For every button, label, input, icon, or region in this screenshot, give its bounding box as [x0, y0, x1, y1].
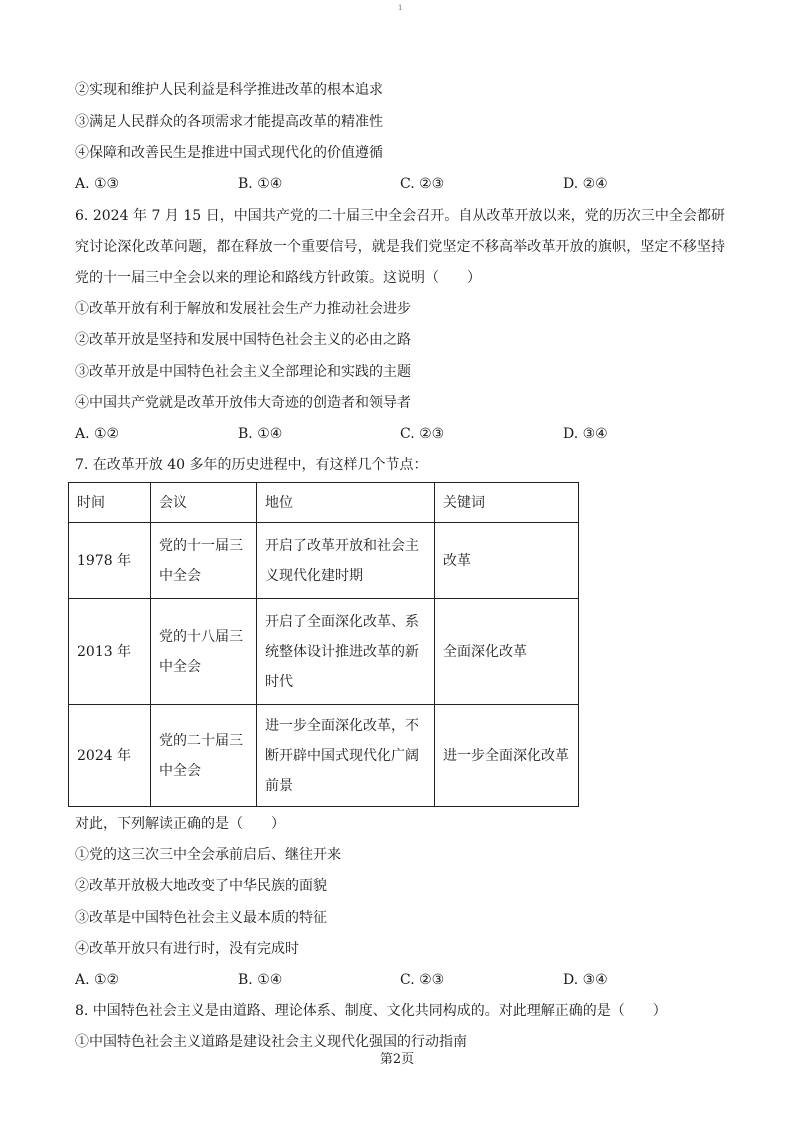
table-header-status: 地位 [257, 483, 435, 523]
q7-nodes-table [68, 482, 579, 807]
q7-option-b: B. ①④ [238, 972, 283, 988]
table-row [69, 599, 579, 705]
table-row [69, 705, 579, 807]
table-cell-keyword: 进一步全面深化改革 [435, 705, 579, 807]
table-cell-status: 开启了改革开放和社会主义现代化建时期 [257, 523, 435, 599]
q5-option-d: D. ②④ [563, 176, 608, 192]
q6-statement-4: ④中国共产党就是改革开放伟大奇迹的创造者和领导者 [75, 395, 411, 411]
q6-option-c: C. ②③ [400, 426, 445, 442]
table-header-time: 时间 [69, 483, 151, 523]
table-header-meeting: 会议 [151, 483, 257, 523]
q6-option-a: A. ①② [75, 426, 120, 442]
q7-stem: 7. 在改革开放 40 多年的历史进程中，有这样几个节点： [75, 457, 428, 473]
q5-statement-3: ③满足人民群众的各项需求才能提高改革的精准性 [75, 114, 383, 130]
table-header-row [69, 483, 579, 523]
table-cell-status: 进一步全面深化改革，不断开辟中国式现代化广阔前景 [257, 705, 435, 807]
q5-statement-2: ②实现和维护人民利益是科学推进改革的根本追求 [75, 82, 383, 98]
q6-stem: 6. 2024 年 7 月 15 日，中国共产党的二十届三中全会召开。自从改革开放以来，党的历次三中全会都研究讨论深化改革问题，都在释放一个重要信号，就是我们党坚定不移高举改革开放的旗帜，坚定不移坚持党的十一届三中全会以来的理论和路线方针政策。这说明（ ） [75, 208, 725, 286]
table-cell-meeting: 党的二十届三中全会 [151, 705, 257, 807]
q6-option-b: B. ①④ [238, 426, 283, 442]
q5-option-c: C. ②③ [400, 176, 445, 192]
q7-statement-4: ④改革开放只有进行时，没有完成时 [75, 941, 299, 957]
q5-options [75, 174, 675, 194]
q7-option-c: C. ②③ [400, 972, 445, 988]
table-cell-time: 1978 年 [69, 523, 151, 599]
q6-statement-1: ①改革开放有利于解放和发展社会生产力推动社会进步 [75, 301, 411, 317]
q7-option-a: A. ①② [75, 972, 120, 988]
q7-statement-2: ②改革开放极大地改变了中华民族的面貌 [75, 878, 327, 894]
q5-statement-4: ④保障和改善民生是推进中国式现代化的价值遵循 [75, 145, 383, 161]
q6-statement-3: ③改革开放是中国特色社会主义全部理论和实践的主题 [75, 364, 411, 380]
table-cell-time: 2024 年 [69, 705, 151, 807]
q8-stem: 8. 中国特色社会主义是由道路、理论体系、制度、文化共同构成的。对此理解正确的是（ ） [75, 1003, 667, 1019]
q7-option-d: D. ③④ [563, 972, 608, 988]
table-header-keyword: 关键词 [435, 483, 579, 523]
table-cell-keyword: 改革 [435, 523, 579, 599]
table-cell-meeting: 党的十八届三中全会 [151, 599, 257, 705]
q7-statement-1: ①党的这三次三中全会承前启后、继往开来 [75, 847, 341, 863]
table-cell-meeting: 党的十一届三中全会 [151, 523, 257, 599]
q6-option-d: D. ③④ [563, 426, 608, 442]
q7-statement-3: ③改革是中国特色社会主义最本质的特征 [75, 910, 327, 926]
q7-options [75, 970, 675, 990]
q6-statement-2: ②改革开放是坚持和发展中国特色社会主义的必由之路 [75, 332, 411, 348]
q5-option-a: A. ①③ [75, 176, 120, 192]
q6-options [75, 424, 675, 444]
table-cell-time: 2013 年 [69, 599, 151, 705]
table-row [69, 523, 579, 599]
table-cell-status: 开启了全面深化改革、系统整体设计推进改革的新时代 [257, 599, 435, 705]
table-cell-keyword: 全面深化改革 [435, 599, 579, 705]
q8-statement-1: ①中国特色社会主义道路是建设社会主义现代化强国的行动指南 [75, 1034, 467, 1050]
page-number: 第2页 [379, 1052, 415, 1067]
q7-prompt: 对此，下列解读正确的是（ ） [75, 816, 285, 832]
q5-option-b: B. ①④ [238, 176, 283, 192]
header-mark: 1 [398, 4, 403, 12]
